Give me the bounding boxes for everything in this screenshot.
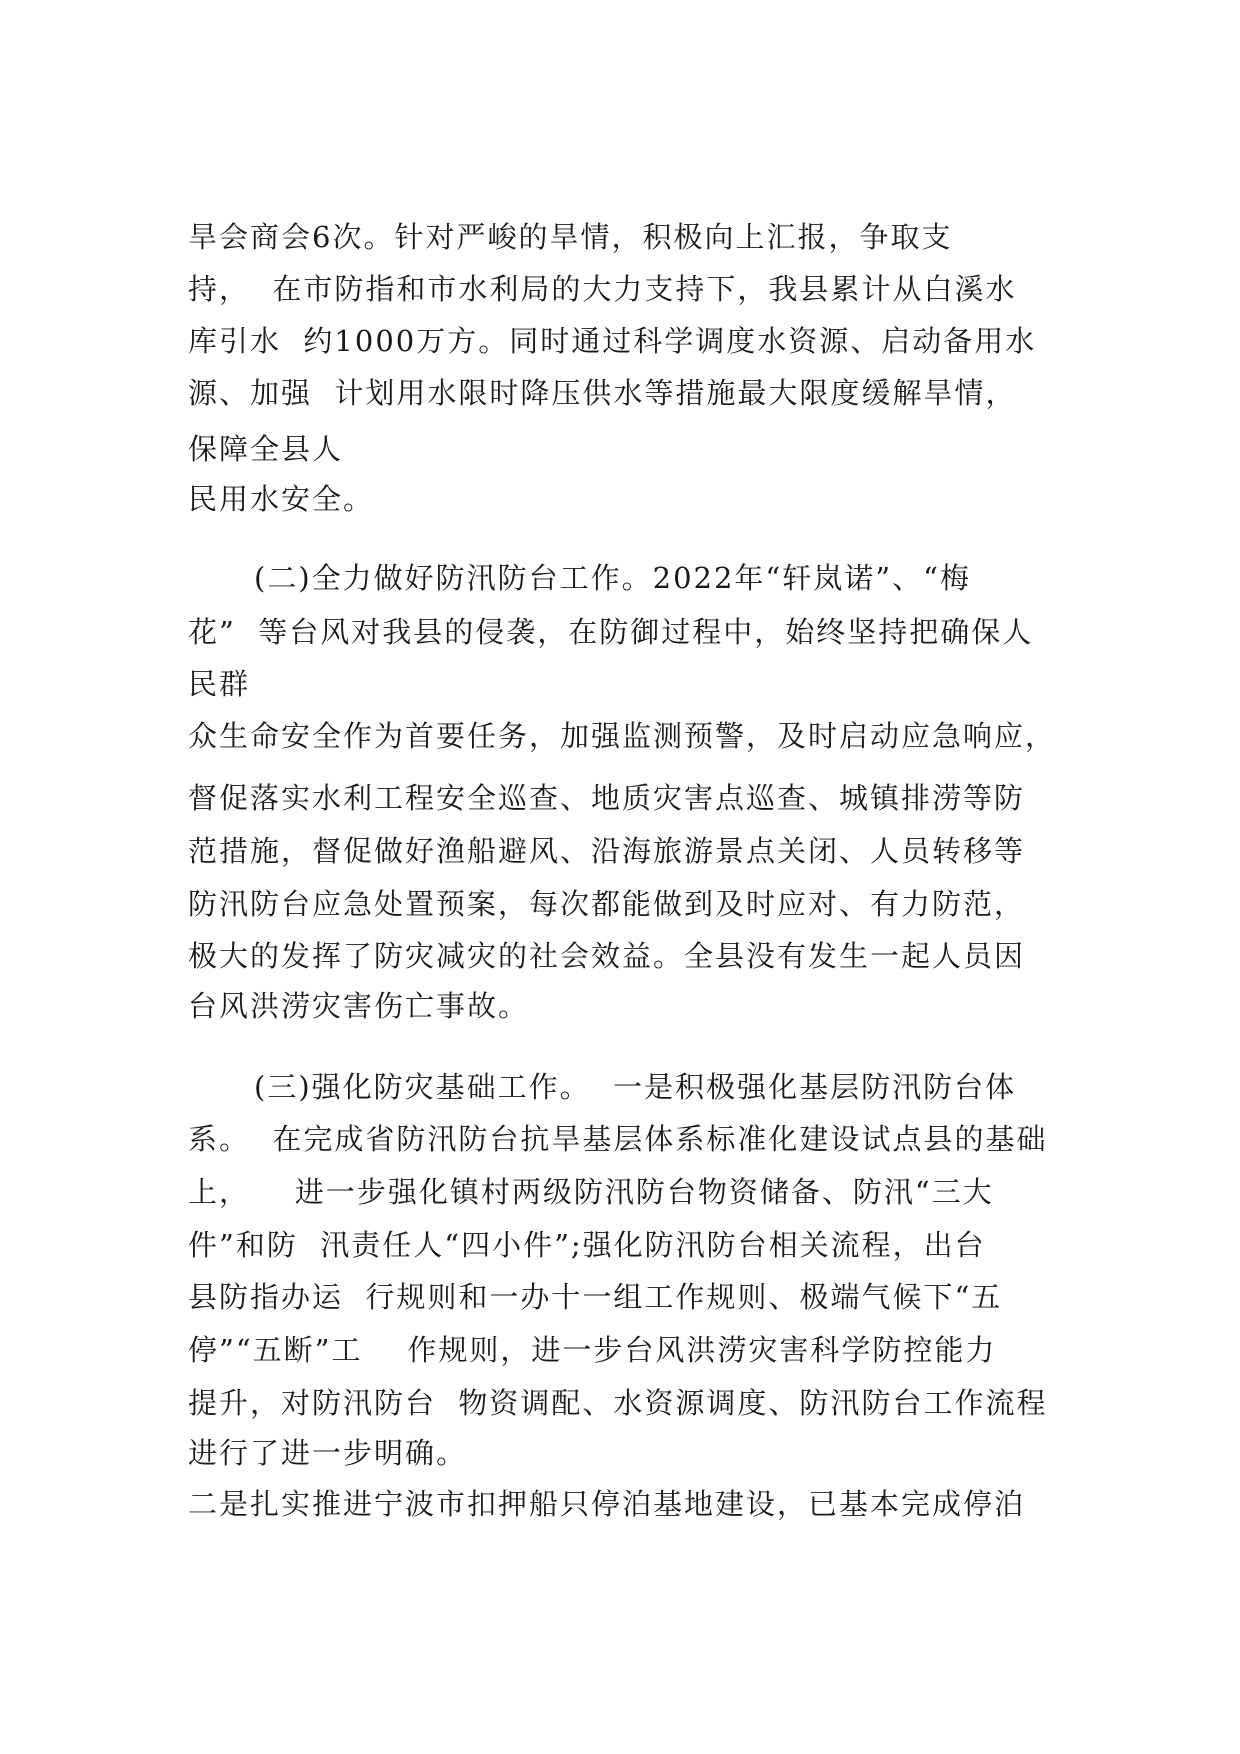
text-line: 保障全县人 (188, 432, 344, 466)
text-line: 进行了进一步明确。 (188, 1436, 468, 1470)
text-line: 极大的发挥了防灾减灾的社会效益。全县没有发生一起人员因 (188, 939, 1026, 973)
section-heading: (三)强化防灾基础工作。 一是积极强化基层防汛防台体 (254, 1070, 1017, 1104)
section-heading: (二)全力做好防汛防台工作。2022年“轩岚诺”、“梅 (254, 561, 971, 595)
text-line: 众生命安全作为首要任务，加强监测预警，及时启动应急响应， (188, 719, 1057, 753)
text-line: 民群 (188, 667, 251, 701)
text-line: 二是扎实推进宁波市扣押船只停泊基地建设，已基本完成停泊 (188, 1487, 1026, 1521)
text-line: 督促落实水利工程安全巡查、地质灾害点巡查、城镇排涝等防 (188, 781, 1026, 815)
text-line: 库引水 约1000万方。同时通过科学调度水资源、启动备用水 (188, 324, 1037, 358)
text-line: 台风洪涝灾害伤亡事故。 (188, 989, 530, 1023)
text-line: 系。 在完成省防汛防台抗旱基层体系标准化建设试点县的基础 (188, 1122, 1048, 1156)
text-line: 县防指办运 行规则和一办十一组工作规则、极端气候下“五 (188, 1280, 1003, 1314)
text-line: 件”和防 汛责任人“四小件”;强化防汛防台相关流程，出台 (188, 1228, 986, 1262)
text-line: 花” 等台风对我县的侵袭，在防御过程中，始终坚持把确保人 (188, 615, 1034, 649)
text-line: 民用水安全。 (188, 482, 375, 516)
text-line: 旱会商会6次。针对严峻的旱情，积极向上汇报，争取支 (188, 220, 953, 254)
text-line: 源、加强 计划用水限时降压供水等措施最大限度缓解旱情， (188, 376, 1017, 410)
text-line: 上， 进一步强化镇村两级防汛防台物资储备、防汛“三大 (188, 1175, 994, 1209)
text-line: 停”“五断”工 作规则，进一步台风洪涝灾害科学防控能力 (188, 1333, 997, 1367)
text-line: 范措施，督促做好渔船避风、沿海旅游景点关闭、人员转移等 (188, 834, 1026, 868)
text-line: 提升，对防汛防台 物资调配、水资源调度、防汛防台工作流程 (188, 1386, 1048, 1420)
text-line: 防汛防台应急处置预案，每次都能做到及时应对、有力防范， (188, 887, 1026, 921)
text-line: 持， 在市防指和市水利局的大力支持下，我县累计从白溪水 (188, 272, 1017, 306)
